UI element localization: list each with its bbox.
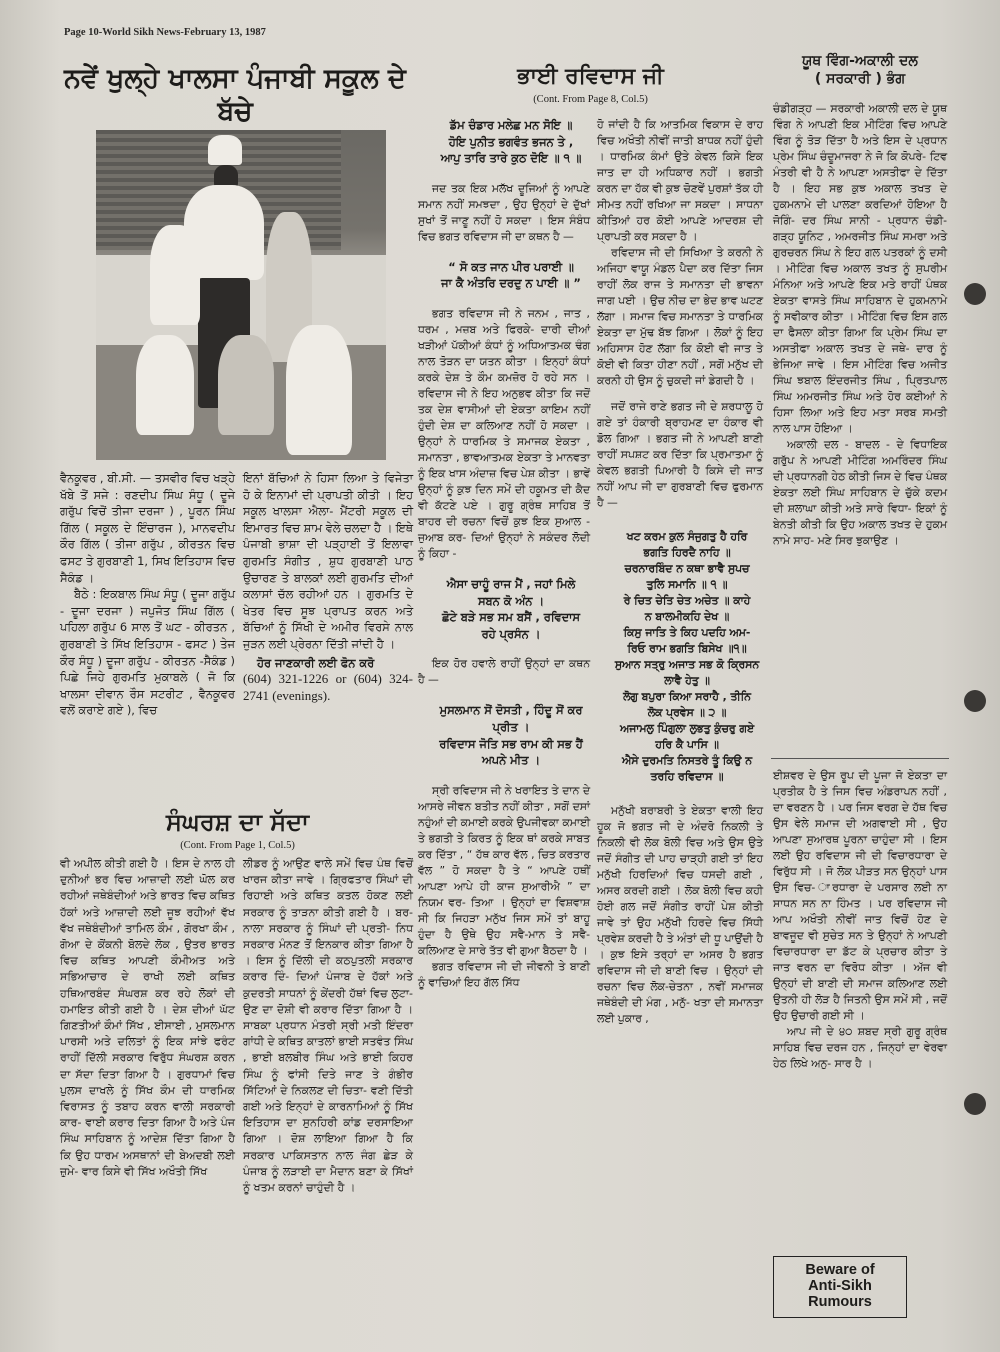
sangharsh-column-2 bbox=[243, 856, 413, 1196]
verse-line: ਖਟ ਕਰਮ ਕੁਲ ਸੰਜੁਗਤੁ ਹੈ ਹਰਿ bbox=[626, 530, 748, 543]
verse-line: ਹੋਇ ਪੁਨੀਤ ਭਗਵੰਤ ਭਜਨ ਤੇ , bbox=[448, 134, 574, 149]
verse-line: ਡੱਮ ਚੰਡਾਰ ਮਲੇਛ ਮਨ ਸੋਇ ॥ bbox=[449, 118, 573, 132]
verse-line: ਅਪਨੇ ਮੀਤ । bbox=[481, 753, 541, 768]
photo-child-seated-left bbox=[136, 335, 194, 435]
ravidas-column-3 bbox=[773, 768, 947, 1072]
verse-line: ਜਾ ਕੈ ਅੰਤਰਿ ਦਰਦੁ ਨ ਪਾਈ ॥ ” bbox=[441, 276, 581, 291]
photo-child-seated-right bbox=[286, 325, 352, 455]
school-photo bbox=[96, 130, 386, 460]
verse-line: ਰਹੇ ਪ੍ਰਸੰਨ । bbox=[481, 626, 541, 641]
photo-teacher-turban bbox=[208, 135, 242, 165]
ravidas-paragraph: ਰਵਿਦਾਸ ਜੀ ਦੀ ਸਿਖਿਆ ਤੇ ਕਰਨੀ ਨੇ ਅਜਿਹਾ ਵਾਯੂ ਮੰਡਲ ਪੈਦਾ ਕਰ ਦਿੱਤਾ ਜਿਸ ਰਾਹੀਂ ਲੋਕ ਰਾਜ ਤੇ ਸਮਾਨਤਾ ਦੀ ਭਾਵਨਾ ਜਾਗ ਪਈ । ਉਚ ਨੀਚ ਦਾ ਭੇਦ ਭਾਵ ਘਟਣ ਲੱਗਾ । ਸਮਾਜ ਵਿਚ ਸਮਾਨਤਾ ਤੇ ਧਾਰਮਿਕ ਏਕਤਾ ਦਾ ਮੁੱਢ ਬੱਝ ਗਿਆ । ਲੋਕਾਂ ਨੂੰ ਇਹ ਅਹਿਸਾਸ ਹੋਣ ਲੱਗਾ ਕਿ ਕੋਈ ਵੀ ਜਾਤ ਤੇ ਕੋਈ ਵੀ ਕਿਤਾ ਹੀਣਾ ਨਹੀਂ , ਸਗੋਂ ਮਨੁੱਖ ਦੀ ਕਰਨੀ ਹੀ ਉਸ ਨੂੰ ਚੁਕਦੀ ਜਾਂ ਡੇਗਦੀ ਹੈ । bbox=[597, 246, 763, 387]
verse-line: ਕਿਸੁ ਜਾਤਿ ਤੇ ਕਿਹ ਪਦਹਿ ਅਮ- bbox=[623, 626, 751, 639]
youth-wing-headline-line-2: ( ਸਰਕਾਰੀ ) ਭੰਗ bbox=[814, 71, 906, 87]
ravidas-paragraph: ਭਗਤ ਰਵਿਦਾਸ ਜੀ ਨੇ ਜਨਮ , ਜਾਤ , ਧਰਮ , ਮਜ਼ਬ ਅਤੇ ਫਿਰਕੇ- ਦਾਰੀ ਦੀਆਂ ਖੜੀਆਂ ਪੱਕੀਆਂ ਕੰਧਾਂ ਨੂੰ ਅਧਿਆਤਮਕ ਢੰਗ ਨਾਲ ਤੋੜਨ ਦਾ ਯਤਨ ਕੀਤਾ । ਇਨ੍ਹਾਂ ਕੰਧਾਂ ਕਰਕੇ ਦੇਸ਼ ਤੇ ਕੌਮ ਕਮਜ਼ੋਰ ਹੋ ਰਹੇ ਸਨ । ਰਵਿਦਾਸ ਜੀ ਨੇ ਇਹ ਅਨੁਭਵ ਕੀਤਾ ਕਿ ਜਦੋਂ ਤਕ ਦੇਸ਼ ਵਾਸੀਆਂ ਦੀ ਏਕਤਾ ਕਾਇਮ ਨਹੀਂ ਹੁੰਦੀ ਦੇਸ਼ ਦਾ ਕਲਿਆਣ ਨਹੀਂ ਹੋ ਸਕਦਾ । ਉਨ੍ਹਾਂ ਨੇ ਧਾਰਮਿਕ ਤੇ ਸਮਾਜਕ ਏਕਤਾ , ਸਮਾਨਤਾ , ਭਾਵਆਤਮਕ ਏਕਤਾ ਤੇ ਮਾਨਵਤਾ ਨੂੰ ਇਕ ਖਾਸ ਅੰਦਾਜ਼ ਵਿਚ ਪੇਸ਼ ਕੀਤਾ । ਭਾਵੇਂ ਉਨ੍ਹਾਂ ਨੂੰ ਕੁਝ ਦਿਨ ਸਮੇਂ ਦੀ ਹਕੂਮਤ ਦੀ ਕੈਦ ਵੀ ਕੱਟਣੇ ਪਏ । ਗੁਰੂ ਗ੍ਰੰਥ ਸਾਹਿਬ ਤੋਂ ਬਾਹਰ ਦੀ ਰਚਨਾ ਵਿਚੋਂ ਕੁਝ ਇਕ ਸੁਆਲ - ਜੁਆਬ ਕਰ- ਦਿਆਂ ਉਨ੍ਹਾਂ ਨੇ ਸਕੰਦਰ ਲੋਦੀ ਨੂੰ ਕਿਹਾ - bbox=[418, 306, 590, 560]
school-paragraph: ਵੈਨਕੂਵਰ , ਬੀ.ਸੀ. — ਤਸਵੀਰ ਵਿਚ ਖੜ੍ਹੇ ਖੱਬੇ ਤੋਂ ਸਜੇ : ਰਣਦੀਪ ਸਿੰਘ ਸੰਧੂ ( ਦੂਜੇ ਗਰੁੱਪ ਵਿਚੋਂ ਤੀਜਾ ਦਰਜਾ ) , ਪੂਰਨ ਸਿੰਘ ਗਿੱਲ ( ਸਕੂਲ ਦੇ ਇੰਚਾਰਜ ), ਮਾਨਵਦੀਪ ਕੌਰ ਗਿੱਲ ( ਤੀਜਾ ਗਰੁੱਪ , ਕੀਰਤਨ ਵਿਚ ਫਸਟ ਤੇ ਗੁਰਬਾਣੀ 1, ਸਿਖ ਇਤਿਹਾਸ ਵਿਚ ਸੈਕੰਡ । bbox=[60, 471, 235, 585]
verse-line: ਅਜਾਮਲੁ ਪਿੰਗੁਲਾ ਲੁਭਤੁ ਕੁੰਚਰੁ ਗਏ bbox=[619, 722, 755, 735]
youth-wing-headline-line-1: ਯੂਥ ਵਿੰਗ-ਅਕਾਲੀ ਦਲ bbox=[802, 53, 918, 69]
sangharsh-continued-note: (Cont. From Page 1, Col.5) bbox=[180, 840, 295, 851]
verse-line: ਆਪੁ ਤਾਰਿ ਤਾਰੇ ਕੁਠ ਦੋਇ ॥ ੧ ॥ bbox=[440, 151, 582, 166]
photo-child-standing-left bbox=[150, 225, 200, 325]
verse-line: ਭਗਤਿ ਹਿਰਦੈ ਨਾਹਿ ॥ bbox=[643, 546, 731, 559]
ravidas-paragraph: ਇਕ ਹੋਰ ਹਵਾਲੇ ਰਾਹੀਂ ਉਨ੍ਹਾਂ ਦਾ ਕਥਨ ਹੈ — bbox=[418, 657, 590, 687]
binder-hole bbox=[964, 283, 986, 305]
ravidas-headline: ਭਾਈ ਰਵਿਦਾਸ ਜੀ bbox=[517, 64, 664, 89]
school-paragraph: ਬੈਠੇ : ਇਕਬਾਲ ਸਿੰਘ ਸੰਧੂ ( ਦੂਜਾ ਗਰੁੱਪ - ਦੂਜਾ ਦਰਜਾ ) ਜਪੁਜੋਤ ਸਿੰਘ ਗਿੱਲ ( ਪਹਿਲਾ ਗਰੁੱਪ 6 ਸਾਲ ਤੋਂ ਘਟ - ਕੀਰਤਨ , ਗੁਰਬਾਣੀ ਤੇ ਸਿੱਖ ਇਤਿਹਾਸ - ਫਸਟ ) ਤੇਜ ਕੌਰ ਸੰਧੂ ) ਦੂਜਾ ਗਰੁੱਪ - ਕੀਰਤਨ -ਸੈਕੰਡ ) ਪਿਛੇ ਜਿਹੇ ਗੁਰਮਤਿ ਮੁਕਾਬਲੇ ( ਜੋ ਕਿ ਖਾਲਸਾ ਦੀਵਾਨ ਰੌਸ ਸਟਰੀਟ , ਵੈਨਕੂਵਰ ਵਲੋਂ ਕਰਾਏ ਗਏ ), ਵਿਚ bbox=[60, 587, 235, 718]
box-line: Rumours bbox=[808, 1294, 872, 1310]
binder-hole bbox=[964, 1093, 986, 1115]
sangharsh-headline: ਸੰਘਰਸ਼ ਦਾ ਸੱਦਾ bbox=[166, 808, 309, 836]
ravidas-paragraph: ਭਗਤ ਰਵਿਦਾਸ ਜੀ ਦੀ ਜੀਵਨੀ ਤੇ ਬਾਣੀ ਨੂੰ ਵਾਚਿਆਂ ਇਹ ਗੱਲ ਸਿੱਧ bbox=[418, 959, 590, 989]
youth-wing-column bbox=[773, 101, 947, 549]
ravidas-paragraph: ਆਪ ਜੀ ਦੇ ੪੦ ਸ਼ਬਦ ਸ੍ਰੀ ਗੁਰੂ ਗ੍ਰੰਥ ਸਾਹਿਬ ਵਿਚ ਦਰਜ ਹਨ , ਜਿਨ੍ਹਾਂ ਦਾ ਵੇਰਵਾ ਹੇਠ ਲਿਖੇ ਅਨੁ- ਸਾਰ ਹੈ । bbox=[773, 1025, 947, 1070]
binder-hole bbox=[964, 690, 986, 712]
ravidas-column-1 bbox=[418, 117, 590, 991]
school-column-1 bbox=[60, 470, 235, 719]
verse-line: ਮੁਸਲਮਾਨ ਸੋਂ ਦੋਸਤੀ , ਹਿੰਦੂ ਸੋਂ ਕਰ bbox=[439, 703, 583, 718]
photo-child-seated-center bbox=[218, 335, 274, 435]
verse-line: ਹਰਿ ਕੈ ਪਾਸਿ ॥ bbox=[655, 738, 719, 751]
verse-line: ਸਬਨ ਕੋ ਅੰਨ । bbox=[477, 593, 545, 608]
ravidas-paragraph: ਮਨੁੱਖੀ ਬਰਾਬਰੀ ਤੇ ਏਕਤਾ ਵਾਲੀ ਇਹ ਹੂਕ ਜੋ ਭਗਤ ਜੀ ਦੇ ਅੰਦਰੋ ਨਿਕਲੀ ਤੇ ਨਿਕਲੀ ਵੀ ਲੋਕ ਬੋਲੀ ਵਿਚ ਅਤੇ ਉਸ ਉਤੇ ਜਦੋਂ ਸੰਗੀਤ ਦੀ ਪਾਹ ਚਾੜ੍ਹੀ ਗਈ ਤਾਂ ਇਹ ਮਨੁੱਖੀ ਹਿਰਦਿਆਂ ਵਿਚ ਧਸਦੀ ਗਈ , ਅਸਰ ਕਰਦੀ ਗਈ । ਲੋਕ ਬੋਲੀ ਵਿਚ ਕਹੀ ਹੋਈ ਗਲ ਜਦੋਂ ਸੰਗੀਤ ਰਾਹੀਂ ਪੇਸ਼ ਕੀਤੀ ਜਾਵੇ ਤਾਂ ਉਹ ਮਨੁੱਖੀ ਹਿਰਦੇ ਵਿਚ ਸਿੱਧੀ ਪ੍ਰਵੇਸ਼ ਕਰਦੀ ਹੈ ਤੇ ਅੰਤਾਂ ਦੀ ਧੂ ਪਾਉਂਦੀ ਹੈ । ਕੁਝ ਇਸੇ ਤਰ੍ਹਾਂ ਦਾ ਅਸਰ ਹੈ ਭਗਤ ਰਵਿਦਾਸ ਜੀ ਦੀ ਬਾਣੀ ਵਿਚ । ਉਨ੍ਹਾਂ ਦੀ ਰਚਨਾ ਵਿਚ ਲੋਕ-ਚੇਤਨਾ , ਨਵੀਂ ਸਮਾਜਕ ਜਥੇਬੰਦੀ ਦੀ ਮੰਗ , ਮਨੁੱ- ਖਤਾ ਦੀ ਸਮਾਨਤਾ ਲਈ ਪੁਕਾਰ , bbox=[597, 804, 763, 1025]
school-column-2 bbox=[243, 470, 413, 704]
verse-line: ਲਾਵੈ ਹੇਤੁ ॥ bbox=[664, 674, 710, 687]
ravidas-paragraph: ਸ੍ਰੀ ਰਵਿਦਾਸ ਜੀ ਨੇ ਖਰਾਇਤ ਤੇ ਦਾਨ ਦੇ ਆਸਰੇ ਜੀਵਨ ਬਤੀਤ ਨਹੀਂ ਕੀਤਾ , ਸਗੋਂ ਦਸਾਂ ਨਹੁੰਆਂ ਦੀ ਕਮਾਈ ਕਰਕੇ ਉਪਜੀਵਕਾ ਕਮਾਈ ਤੇ ਭਗਤੀ ਤੇ ਕਿਰਤ ਨੂੰ ਇਕ ਥਾਂ ਕਰਕੇ ਸਾਬਤ ਕਰ ਦਿੱਤਾ , “ ਹੱਥ ਕਾਰ ਵੱਲ , ਚਿਤ ਕਰਤਾਰ ਵੱਲ ” ਹੋ ਸਕਦਾ ਹੈ ਤੇ “ ਆਪਣੇ ਹਥੀਂ ਆਪਣਾ ਆਪੇ ਹੀ ਕਾਜ ਸੁਆਰੀਐ ” ਦਾ ਨਿਯਮ ਵਰ- ਤਿਆ । ਉਨ੍ਹਾਂ ਦਾ ਵਿਸ਼ਵਾਸ਼ ਸੀ ਕਿ ਜਿਹੜਾ ਮਨੁੱਖ ਜਿਸ ਸਮੇਂ ਤਾਂ ਬਾਹੂ ਹੁੰਦਾ ਹੈ ਉਥੇ ਉਹ ਸਵੈ-ਮਾਨ ਤੇ ਸਵੈ- ਕਲਿਆਣ ਦੇ ਸਾਰੇ ਤੱਤ ਵੀ ਗੁਆ ਬੈਠਦਾ ਹੈ । bbox=[418, 783, 590, 957]
youth-wing-paragraph: ਅਕਾਲੀ ਦਲ - ਬਾਦਲ - ਦੇ ਵਿਧਾਇਕ ਗਰੁੱਪ ਨੇ ਆਪਣੀ ਮੀਟਿੰਗ ਅਮਰਿੰਦਰ ਸਿੰਘ ਦੀ ਪ੍ਰਧਾਨਗੀ ਹੇਠ ਕੀਤੀ ਜਿਸ ਦੇ ਵਿਚ ਪੰਥਕ ਏਕਤਾ ਲਈ ਸਿੰਘ ਸਾਹਿਬਾਨ ਦੇ ਚੁੱਕੇ ਕਦਮ ਦੀ ਸ਼ਲਾਘਾ ਕੀਤੀ ਅਤੇ ਸਾਰੇ ਵਿਧਾ- ਇਕਾਂ ਨੂੰ ਬੇਨਤੀ ਕੀਤੀ ਕਿ ਉਹ ਅਕਾਲ ਤਖਤ ਦੇ ਹੁਕਮ ਨਾਮੇ ਸਾਹ- ਮਣੇ ਸਿਰ ਝੁਕਾਉਣ । bbox=[773, 438, 947, 547]
ravidas-paragraph: ਈਸ਼ਵਰ ਦੇ ਉਸ ਰੂਪ ਦੀ ਪੂਜਾ ਜੋ ਏਕਤਾ ਦਾ ਪ੍ਰਤੀਕ ਹੈ ਤੇ ਜਿਸ ਵਿਚ ਅੰਡਰਾਪਨ ਨਹੀਂ , ਦਾ ਵਰਣਨ ਹੈ । ਪਰ ਜਿਸ ਵਰਗ ਦੇ ਹੱਥ ਵਿਚ ਉਸ ਵੇਲੇ ਸਮਾਜ ਦੀ ਅਗਵਾਈ ਸੀ , ਉਹ ਆਪਣਾ ਸੁਆਰਥ ਪੂਰਨਾ ਚਾਹੁੰਦਾ ਸੀ । ਇਸ ਲਈ ਉਹ ਰਵਿਦਾਸ ਜੀ ਦੀ ਵਿਚਾਰਧਾਰਾ ਦੇ ਵਿਰੁੱਧ ਸੀ । ਜੋ ਲੋਕ ਪੀੜਤ ਸਨ ਉਨ੍ਹਾਂ ਪਾਸ ਉਸ ਵਿਚ- ਾਰਧਾਰਾ ਦੇ ਪਰਸਾਰ ਲਈ ਨਾ ਸਾਧਨ ਸਨ ਨਾ ਹਿੰਮਤ । ਪਰ ਰਵਿਦਾਸ ਜੀ ਆਪ ਅਖੌਤੀ ਨੀਵੀਂ ਜਾਤ ਵਿਚੋਂ ਹੋਣ ਦੇ ਬਾਵਜੂਦ ਵੀ ਸੁਚੇਤ ਸਨ ਤੇ ਉਨ੍ਹਾਂ ਨੇ ਆਪਣੀ ਵਿਚਾਰਧਾਰਾ ਦਾ ਡੱਟ ਕੇ ਪ੍ਰਚਾਰ ਕੀਤਾ ਤੇ ਜਾਤ ਵਰਨ ਦਾ ਵਿਰੋਧ ਕੀਤਾ । ਅੱਜ ਵੀ ਉਨ੍ਹਾਂ ਦੀ ਬਾਣੀ ਦੀ ਸਮਾਜ ਕਲਿਆਣ ਲਈ ਉਤਨੀ ਹੀ ਲੋੜ ਹੈ ਜਿਤਨੀ ਉਸ ਸਮੇਂ ਸੀ , ਜਦੋਂ ਉਹ ਉਚਾਰੀ ਗਈ ਸੀ । bbox=[773, 769, 947, 1022]
youth-wing-paragraph: ਚੰਡੀਗੜ੍ਹ — ਸਰਕਾਰੀ ਅਕਾਲੀ ਦਲ ਦੇ ਯੂਥ ਵਿੰਗ ਨੇ ਆਪਣੀ ਇਕ ਮੀਟਿੰਗ ਵਿਚ ਆਪਣੇ ਵਿੰਗ ਨੂੰ ਤੋੜ ਦਿੱਤਾ ਹੈ ਅਤੇ ਇਸ ਦੇ ਪ੍ਰਧਾਨ ਪ੍ਰੇਮ ਸਿੰਘ ਚੰਦੂਮਾਜਰਾ ਨੇ ਜੋ ਕਿ ਕੋਪਰੇ- ਟਿਵ ਮੰਤਰੀ ਵੀ ਹੈ ਨੇ ਆਪਣਾ ਅਸਤੀਫਾ ਦੇ ਦਿੱਤਾ ਹੈ । ਇਹ ਸਭ ਕੁਝ ਅਕਾਲ ਤਖਤ ਦੇ ਹੁਕਮਨਾਮੇ ਦੀ ਪਾਲਣਾ ਕਰਦਿਆਂ ਹੋਇਆ ਹੈ ਜੋਗਿੰ- ਦਰ ਸਿੰਘ ਸਾਨੀ - ਪ੍ਰਧਾਨ ਚੰਡੀ- ਗੜ੍ਹ ਯੂਨਿਟ , ਅਮਰਜੀਤ ਸਿੰਘ ਸਮਰਾ ਅਤੇ ਗੁਰਚਰਨ ਸਿੰਘ ਨੇ ਇਹ ਗਲ ਪਤਰਕਾਂ ਨੂੰ ਦਸੀ । ਮੀਟਿੰਗ ਵਿਚ ਅਕਾਲ ਤਖਤ ਨੂੰ ਸੁਪਰੀਮ ਮੰਨਿਆ ਅਤੇ ਆਪਣੇ ਇਕ ਮਤੇ ਰਾਹੀਂ ਪੰਥਕ ਏਕਤਾ ਵਾਸਤੇ ਸਿੰਘ ਸਾਹਿਬਾਨ ਦੇ ਹੁਕਮਨਾਮੇ ਨੂੰ ਸਵੀਕਾਰ ਕੀਤਾ । ਮੀਟਿੰਗ ਵਿਚ ਇਸ ਗਲ ਦਾ ਫੈਸਲਾ ਕੀਤਾ ਗਿਆ ਕਿ ਪ੍ਰੇਮ ਸਿੰਘ ਦਾ ਅਸਤੀਫਾ ਅਕਾਲ ਤਖਤ ਦੇ ਜਥੇ- ਦਾਰ ਨੂੰ ਭੇਜਿਆ ਜਾਵੇ । ਇਸ ਮੀਟਿੰਗ ਵਿਚ ਅਜੀਤ ਸਿੰਘ ਝਬਾਲ ਇੰਦਰਜੀਤ ਸਿੰਘ , ਪ੍ਰਿਤਪਾਲ ਸਿੰਘ ਅਮਰਜੀਤ ਸਿੰਘ ਅਤੇ ਹੋਰ ਕਈਆਂ ਨੇ ਹਿਸਾ ਲਿਆ ਅਤੇ ਇਹ ਮਤਾ ਸਰਬ ਸਮਤੀ ਨਾਲ ਪਾਸ ਹੋਇਆ । bbox=[773, 102, 947, 435]
verse-line: ਸੁਆਨ ਸਤ੍ਰੁ ਅਜਾਤ ਸਭ ਕੋ ਕ੍ਰਿਸਨ bbox=[614, 658, 760, 671]
box-line: Beware of bbox=[805, 1262, 875, 1278]
verse-line: ਲੋਗੁ ਬਪੁਰਾ ਕਿਆ ਸਰਾਹੈ , ਤੀਨਿ bbox=[623, 690, 751, 703]
contact-numbers: (604) 321-1226 or (604) 324-2741 (evenings). bbox=[243, 671, 413, 703]
verse-line: ਚਰਨਾਰਬਿੰਦ ਨ ਕਥਾ ਭਾਵੈ ਸੁਪਚ bbox=[624, 562, 750, 575]
box-line: Anti-Sikh bbox=[808, 1278, 872, 1294]
verse-line: ਰਵਿਦਾਸ ਜੋਤਿ ਸਭ ਰਾਮ ਕੀ ਸਭ ਹੈਂ bbox=[439, 736, 583, 751]
sangharsh-paragraph: ਵੀ ਅਪੀਲ ਕੀਤੀ ਗਈ ਹੈ । ਇਸ ਦੇ ਨਾਲ ਹੀ ਦੁਨੀਆਂ ਭਰ ਵਿਚ ਆਜ਼ਾਦੀ ਲਈ ਘੋਲ ਕਰ ਰਹੀਆਂ ਜਥੇਬੰਦੀਆਂ ਅਤੇ ਭਾਰਤ ਵਿਚ ਕਥਿਤ ਹੱਕਾਂ ਅਤੇ ਆਜ਼ਾਦੀ ਲਈ ਜੂਝ ਰਹੀਆਂ ਵੱਖ ਵੱਖ ਜਥੇਬੰਦੀਆਂ ਤਾਮਿਲ ਕੌਮ , ਗੋਰਖਾ ਕੌਮ , ਗੋਆ ਦੇ ਕੋਂਕਨੀ ਬੋਲਦੇ ਲੋਕ , ਉਤਰ ਭਾਰਤ ਵਿਚ ਕਥਿਤ ਆਪਣੀ ਕੌਮੀਅਤ ਅਤੇ ਸਭਿਆਚਾਰ ਦੇ ਰਾਖੀ ਲਈ ਕਥਿਤ ਹਥਿਆਰਬੰਦ ਸੰਘਰਸ਼ ਕਰ ਰਹੇ ਲੋਕਾਂ ਦੀ ਹਮਾਇਤ ਕੀਤੀ ਗਈ ਹੈ । ਦੇਸ਼ ਦੀਆਂ ਘੱਟ ਗਿਣਤੀਆਂ ਕੌਮਾਂ ਸਿੱਖ , ਈਸਾਈ , ਮੁਸਲਮਾਨ ਪਾਰਸੀ ਅਤੇ ਦਲਿਤਾਂ ਨੂੰ ਇਕ ਸਾਂਝੇ ਫਰੰਟ ਰਾਹੀਂ ਦਿੱਲੀ ਸਰਕਾਰ ਵਿਰੁੱਧ ਸੰਘਰਸ਼ ਕਰਨ ਦਾ ਸੱਦਾ ਦਿਤਾ ਗਿਆ ਹੈ । ਗੁਰਧਾਮਾਂ ਵਿਚ ਪੁਲਸ ਦਾਖਲੇ ਨੂੰ ਸਿੱਖ ਕੌਮ ਦੀ ਧਾਰਮਿਕ ਵਿਰਾਸਤ ਨੂੰ ਤਬਾਹ ਕਰਨ ਵਾਲੀ ਸਰਕਾਰੀ ਕਾਰ- ਵਾਈ ਕਰਾਰ ਦਿਤਾ ਗਿਆ ਹੈ ਅਤੇ ਪੰਜ ਸਿੰਘ ਸਾਹਿਬਾਨ ਨੂੰ ਆਦੇਸ਼ ਦਿੱਤਾ ਗਿਆ ਹੈ ਕਿ ਉਹ ਧਾਰਮ ਅਸਥਾਨਾਂ ਦੀ ਬੇਅਦਬੀ ਲਈ ਜ਼ੁਮੇ- ਵਾਰ ਕਿਸੇ ਵੀ ਸਿੱਖ ਅਖੌਤੀ ਸਿੱਖ bbox=[60, 857, 235, 1178]
verse-line: ਪ੍ਰੀਤ । bbox=[492, 719, 530, 734]
verse-line: ਛੋਟੇ ਬੜੇ ਸਭ ਸਮ ਬਸੈਂ , ਰਵਿਦਾਸ bbox=[441, 610, 581, 625]
ravidas-paragraph: ਜਦ ਤਕ ਇਕ ਮਲੱਖ ਦੂਜਿਆਂ ਨੂੰ ਆਪਣੇ ਸਮਾਨ ਨਹੀਂ ਸਮਝਦਾ , ਉਹ ਉਨ੍ਹਾਂ ਦੇ ਦੁੱਖਾਂ ਸੁਖਾਂ ਤੋਂ ਜਾਣੂ ਨਹੀਂ ਹੋ ਸਕਦਾ । ਇਸ ਸੰਬੰਧ ਵਿਚ ਭਗਤ ਰਵਿਦਾਸ ਜੀ ਦਾ ਕਥਨ ਹੈ — bbox=[418, 181, 590, 243]
sangharsh-column-1 bbox=[60, 856, 235, 1180]
school-paragraph: ਇਨਾਂ ਬੱਚਿਆਂ ਨੇ ਹਿਸਾ ਲਿਆ ਤੇ ਵਿਜੇਤਾ ਹੋ ਕੇ ਇਨਾਮਾਂ ਦੀ ਪ੍ਰਾਪਤੀ ਕੀਤੀ । ਇਹ ਸਕੂਲ ਖਾਲਸਾ ਐਲਾ- ਮੈਂਟਰੀ ਸਕੂਲ ਦੀ ਇਮਾਰਤ ਵਿਚ ਸ਼ਾਮ ਵੇਲੇ ਚਲਦਾ ਹੈ । ਇਥੇ ਪੰਜਾਬੀ ਭਾਸ਼ਾ ਦੀ ਪੜ੍ਹਾਈ ਤੋਂ ਇਲਾਵਾ ਗੁਰਮਤਿ ਸੰਗੀਤ , ਸ਼ੁਧ ਗੁਰਬਾਣੀ ਪਾਠ ਉਚਾਰਣ ਤੇ ਬਾਲਕਾਂ ਲਈ ਗੁਰਮਤਿ ਦੀਆਂ ਕਲਾਸਾਂ ਚੱਲ ਰਹੀਆਂ ਹਨ । ਗੁਰਮਤਿ ਦੇ ਖੇਤਰ ਵਿਚ ਸੂਝ ਪ੍ਰਾਪਤ ਕਰਨ ਅਤੇ ਬੱਚਿਆਂ ਨੂੰ ਸਿੱਖੀ ਦੇ ਅਮੀਰ ਵਿਰਸੇ ਨਾਲ ਜੁੜਨ ਲਈ ਪ੍ਰੇਰਨਾ ਦਿੱਤੀ ਜਾਂਦੀ ਹੈ । bbox=[243, 471, 413, 651]
verse-line: ਰੇ ਚਿਤ ਚੇਤਿ ਚੇਤ ਅਚੇਤ ॥ ਕਾਹੇ bbox=[623, 594, 751, 607]
school-headline: ਨਵੇਂ ਖੁਲ੍ਹੇ ਖਾਲਸਾ ਪੰਜਾਬੀ ਸਕੂਲ ਦੇ ਬੱਚੇ bbox=[64, 63, 406, 127]
verse-line: ਐਸਾ ਚਾਹੂੰ ਰਾਜ ਮੈਂ , ਜਹਾਂ ਮਿਲੇ bbox=[446, 576, 576, 591]
contact-label: ਹੋਰ ਜਾਣਕਾਰੀ ਲਈ ਫੋਨ ਕਰੋ bbox=[257, 655, 375, 670]
sangharsh-paragraph: ਲੀਡਰ ਨੂੰ ਆਉਣ ਵਾਲੇ ਸਮੇਂ ਵਿਚ ਪੰਥ ਵਿਚੋਂ ਖਾਰਜ ਕੀਤਾ ਜਾਵੇ । ਗ੍ਰਿਫਤਾਰ ਸਿੰਘਾਂ ਦੀ ਰਿਹਾਈ ਅਤੇ ਕਥਿਤ ਕਤਲ ਹੋਕਣ ਲਈ ਸਰਕਾਰ ਨੂੰ ਤਾੜਨਾ ਕੀਤੀ ਗਈ ਹੈ । ਬਰ- ਨਾਲਾ ਸਰਕਾਰ ਨੂੰ ਸਿੰਘਾਂ ਦੀ ਪ੍ਰਤੀ- ਨਿਧ ਸਰਕਾਰ ਮੰਨਣ ਤੋਂ ਇਨਕਾਰ ਕੀਤਾ ਗਿਆ ਹੈ । ਇਸ ਨੂੰ ਦਿੱਲੀ ਦੀ ਕਠਪੁਤਲੀ ਸਰਕਾਰ ਕਰਾਰ ਦਿੰ- ਦਿਆਂ ਪੰਜਾਬ ਦੇ ਹੱਕਾਂ ਅਤੇ ਕੁਦਰਤੀ ਸਾਧਨਾਂ ਨੂੰ ਕੇਂਦਰੀ ਹੱਥਾਂ ਵਿਚ ਲੁਟਾ- ਉਣ ਦਾ ਦੋਸ਼ੀ ਵੀ ਕਰਾਰ ਦਿੱਤਾ ਗਿਆ ਹੈ । ਸਾਬਕਾ ਪ੍ਰਧਾਨ ਮੰਤਰੀ ਸ੍ਰੀ ਮਤੀ ਇੰਦਰਾ ਗਾਂਧੀ ਦੇ ਕਥਿਤ ਕਾਤਲਾਂ ਭਾਈ ਸਤਵੰਤ ਸਿੰਘ , ਭਾਈ ਬਲਬੀਰ ਸਿੰਘ ਅਤੇ ਭਾਈ ਕਿਹਰ ਸਿੰਘ ਨੂੰ ਫਾਂਸੀ ਦਿਤੇ ਜਾਣ ਤੇ ਗੰਭੀਰ ਸਿੱਟਿਆਂ ਦੇ ਨਿਕਲਣ ਦੀ ਚਿਤਾ- ਵਣੀ ਦਿੱਤੀ ਗਈ ਅਤੇ ਇਨ੍ਹਾਂ ਦੇ ਕਾਰਨਾਮਿਆਂ ਨੂੰ ਸਿੱਖ ਇਤਿਹਾਸ ਦਾ ਸੁਨਹਿਰੀ ਕਾਂਡ ਦਰਸਾਇਆ ਗਿਆ । ਦੋਸ਼ ਲਾਇਆ ਗਿਆ ਹੈ ਕਿ ਸਰਕਾਰ ਪਾਕਿਸਤਾਨ ਨਾਲ ਜੰਗ ਛੇੜ ਕੇ ਪੰਜਾਬ ਨੂੰ ਲੜਾਈ ਦਾ ਮੈਦਾਨ ਬਣਾ ਕੇ ਸਿੱਖਾਂ ਨੂੰ ਖਤਮ ਕਰਨਾਂ ਚਾਹੁੰਦੀ ਹੈ । bbox=[243, 857, 414, 1195]
ravidas-column-2 bbox=[597, 117, 763, 1027]
gurbani-verse-block bbox=[597, 529, 763, 785]
verse-line: ਤਰਹਿ ਰਵਿਦਾਸ ॥ bbox=[650, 770, 724, 783]
youth-wing-headline bbox=[773, 52, 947, 88]
ravidas-continued-note: (Cont. From Page 8, Col.5) bbox=[533, 94, 648, 105]
ravidas-paragraph: ਹੋ ਜਾਂਦੀ ਹੈ ਕਿ ਆਤਮਿਕ ਵਿਕਾਸ ਦੇ ਰਾਹ ਵਿਚ ਅਖੌਤੀ ਨੀਵੀਂ ਜਾਤੀ ਬਾਧਕ ਨਹੀਂ ਹੁੰਦੀ । ਧਾਰਮਿਕ ਕੰਮਾਂ ਉਤੇ ਕੇਵਲ ਕਿਸੇ ਇਕ ਜਾਤ ਦਾ ਹੀ ਅਧਿਕਾਰ ਨਹੀਂ । ਭਗਤੀ ਕਰਨ ਦਾ ਹੱਕ ਵੀ ਕੁਝ ਚੋਣਵੇਂ ਪੁਰਸ਼ਾਂ ਤੱਕ ਹੀ ਸੀਮਤ ਨਹੀਂ ਰਖਿਆ ਜਾ ਸਕਦਾ । ਸਾਧਨਾ ਕੀਤਿਆਂ ਹਰ ਕੋਈ ਆਪਣੇ ਆਦਰਸ਼ ਦੀ ਪ੍ਰਾਪਤੀ ਕਰ ਸਕਦਾ ਹੈ । bbox=[597, 118, 763, 243]
ravidas-paragraph: ਜਦੋਂ ਰਾਜੇ ਰਾਣੇ ਭਗਤ ਜੀ ਦੇ ਸ਼ਰਧਾਲੂ ਹੋ ਗਏ ਤਾਂ ਹੰਕਾਰੀ ਬ੍ਰਾਹਮਣ ਦਾ ਹੰਕਾਰ ਵੀ ਡੋਲ ਗਿਆ । ਭਗਤ ਜੀ ਨੇ ਆਪਣੀ ਬਾਣੀ ਰਾਹੀਂ ਸਪਸ਼ਟ ਕਰ ਦਿੱਤਾ ਕਿ ਪ੍ਰਮਾਤਮਾ ਨੂੰ ਕੇਵਲ ਭਗਤੀ ਪਿਆਰੀ ਹੈ ਕਿਸੇ ਦੀ ਜਾਤ ਨਹੀਂ ਆਪ ਜੀ ਦਾ ਗੁਰਬਾਣੀ ਵਿਚ ਫੁਰਮਾਨ ਹੈ — bbox=[597, 400, 763, 509]
verse-line: ਲੋਕ ਪ੍ਰਵੇਸ ॥ ੨ ॥ bbox=[647, 706, 727, 719]
beware-rumours-box bbox=[773, 1256, 907, 1318]
verse-line: ਤੁਲਿ ਸਮਾਨਿ ॥ ੧ ॥ bbox=[646, 578, 728, 591]
verse-line: ਐਸੇ ਦੁਰਮਤਿ ਨਿਸਤਰੇ ਤੂੰ ਕਿਉ ਨ bbox=[622, 754, 752, 767]
section-divider bbox=[771, 758, 949, 759]
verse-line: ਰਿਓ ਰਾਮ ਭਗਤਿ ਬਿਸੇਖ ॥੧॥ bbox=[627, 642, 747, 655]
verse-line: ਨ ਬਾਲਮੀਕਹਿ ਦੇਖ ॥ bbox=[644, 610, 730, 623]
verse-line: “ ਸੋ ਕਤ ਜਾਨ ਪੀਰ ਪਰਾਈ ॥ bbox=[448, 259, 574, 274]
page-folio: Page 10-World Sikh News-February 13, 1987 bbox=[64, 27, 266, 38]
